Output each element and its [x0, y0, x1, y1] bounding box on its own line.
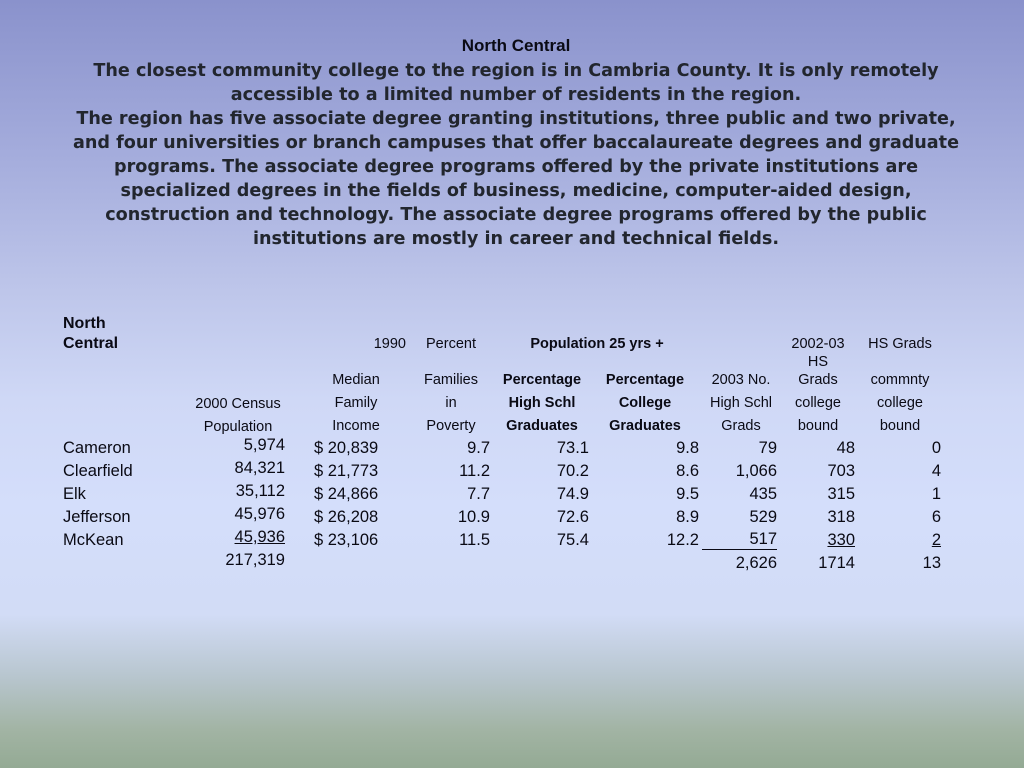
hs-grads-2003-cell: 79 — [758, 439, 777, 457]
institutions-paragraph: The region has five associate degree granting institutions, three public and two private, and four universities or branch campuses that offer baccalaureate degrees and graduate programs. The associate degree programs offered by the private institutions are specialized degrees in the fields of business, medicine, computer-aided design, construction and technology. The associate degree programs offered by the public institutions are mostly in career and technical fields. — [72, 109, 960, 249]
income-cell: $ 26,208 — [314, 508, 379, 526]
college-grad-pct-cell: 9.5 — [676, 485, 699, 503]
header-community-college-bound: HS Grads commnty college bound — [868, 336, 932, 434]
population-cell: 5,974 — [243, 436, 285, 454]
header-families-poverty: Percent Families in Poverty — [424, 336, 478, 434]
hs-grads-2003-cell: 435 — [749, 485, 777, 503]
college-grad-pct-cell: 9.8 — [676, 439, 699, 457]
commnty-bound-total: 13 — [922, 554, 941, 572]
population-total: 217,319 — [225, 551, 285, 569]
college-bound-cell: 330 — [827, 531, 855, 549]
college-bound-cell: 48 — [836, 439, 855, 457]
commnty-bound-cell: 6 — [931, 508, 941, 526]
hs-grads-2003-total: 2,626 — [735, 554, 777, 572]
population-cell: 45,936 — [234, 528, 285, 546]
college-bound-cell: 318 — [827, 508, 855, 526]
poverty-cell: 7.7 — [467, 485, 490, 503]
commnty-bound-cell: 1 — [931, 485, 941, 503]
header-census-population: 2000 Census Population — [195, 396, 281, 435]
header-group-population-25: Population 25 yrs + — [530, 336, 664, 352]
header-college-graduates: Percentage College Graduates — [605, 372, 685, 434]
college-grad-pct-cell: 8.6 — [676, 462, 699, 480]
hs-grads-2003-cell: 1,066 — [735, 462, 777, 480]
county-label-cameron: Cameron — [63, 439, 131, 457]
population-cell: 35,112 — [235, 482, 285, 500]
income-cell: $ 20,839 — [314, 439, 379, 457]
commnty-bound-cell: 2 — [931, 531, 941, 549]
county-label-clearfield: Clearfield — [63, 462, 133, 480]
hs-grad-pct-cell: 70.2 — [556, 462, 589, 480]
header-hs-college-bound: 2002-03 HS Grads college bound — [791, 336, 845, 434]
slide-title: North Central — [461, 36, 571, 55]
college-grad-pct-cell: 12.2 — [666, 531, 699, 549]
college-bound-cell: 315 — [827, 485, 855, 503]
intro-paragraph: The closest community college to the region is in Cambria County. It is only remotely accessible to a limited number of residents in the region. — [93, 61, 939, 105]
county-label-elk: Elk — [63, 485, 86, 503]
header-hs-grads-2003: 2003 No. High Schl Grads — [709, 372, 773, 434]
poverty-cell: 11.5 — [459, 531, 490, 549]
poverty-cell: 9.7 — [467, 439, 490, 457]
hs-grads-2003-cell: 529 — [749, 508, 777, 526]
college-grad-pct-cell: 8.9 — [676, 508, 699, 526]
hs-grad-pct-cell: 74.9 — [556, 485, 589, 503]
hs-grad-pct-cell: 72.6 — [556, 508, 589, 526]
income-cell: $ 24,866 — [314, 485, 379, 503]
college-bound-total: 1714 — [818, 554, 855, 572]
hs-grad-pct-cell: 73.1 — [556, 439, 589, 457]
poverty-cell: 10.9 — [457, 508, 490, 526]
commnty-bound-cell: 4 — [931, 462, 941, 480]
income-cell: $ 23,106 — [314, 531, 379, 549]
table-region-label: North Central — [63, 315, 119, 352]
slide-heading — [60, 36, 972, 251]
income-cell: $ 21,773 — [314, 462, 379, 480]
header-median-income: 1990 Median Family Income — [332, 336, 406, 434]
county-label-jefferson: Jefferson — [63, 508, 131, 526]
hs-grads-2003-cell: 517 — [702, 530, 777, 550]
population-cell: 84,321 — [234, 459, 285, 477]
commnty-bound-cell: 0 — [931, 439, 941, 457]
college-bound-cell: 703 — [827, 462, 855, 480]
hs-grad-pct-cell: 75.4 — [556, 531, 589, 549]
county-label-mckean: McKean — [63, 531, 124, 549]
header-hs-graduates: Percentage High Schl Graduates — [502, 372, 582, 434]
population-cell: 45,976 — [234, 505, 285, 523]
poverty-cell: 11.2 — [459, 462, 490, 480]
